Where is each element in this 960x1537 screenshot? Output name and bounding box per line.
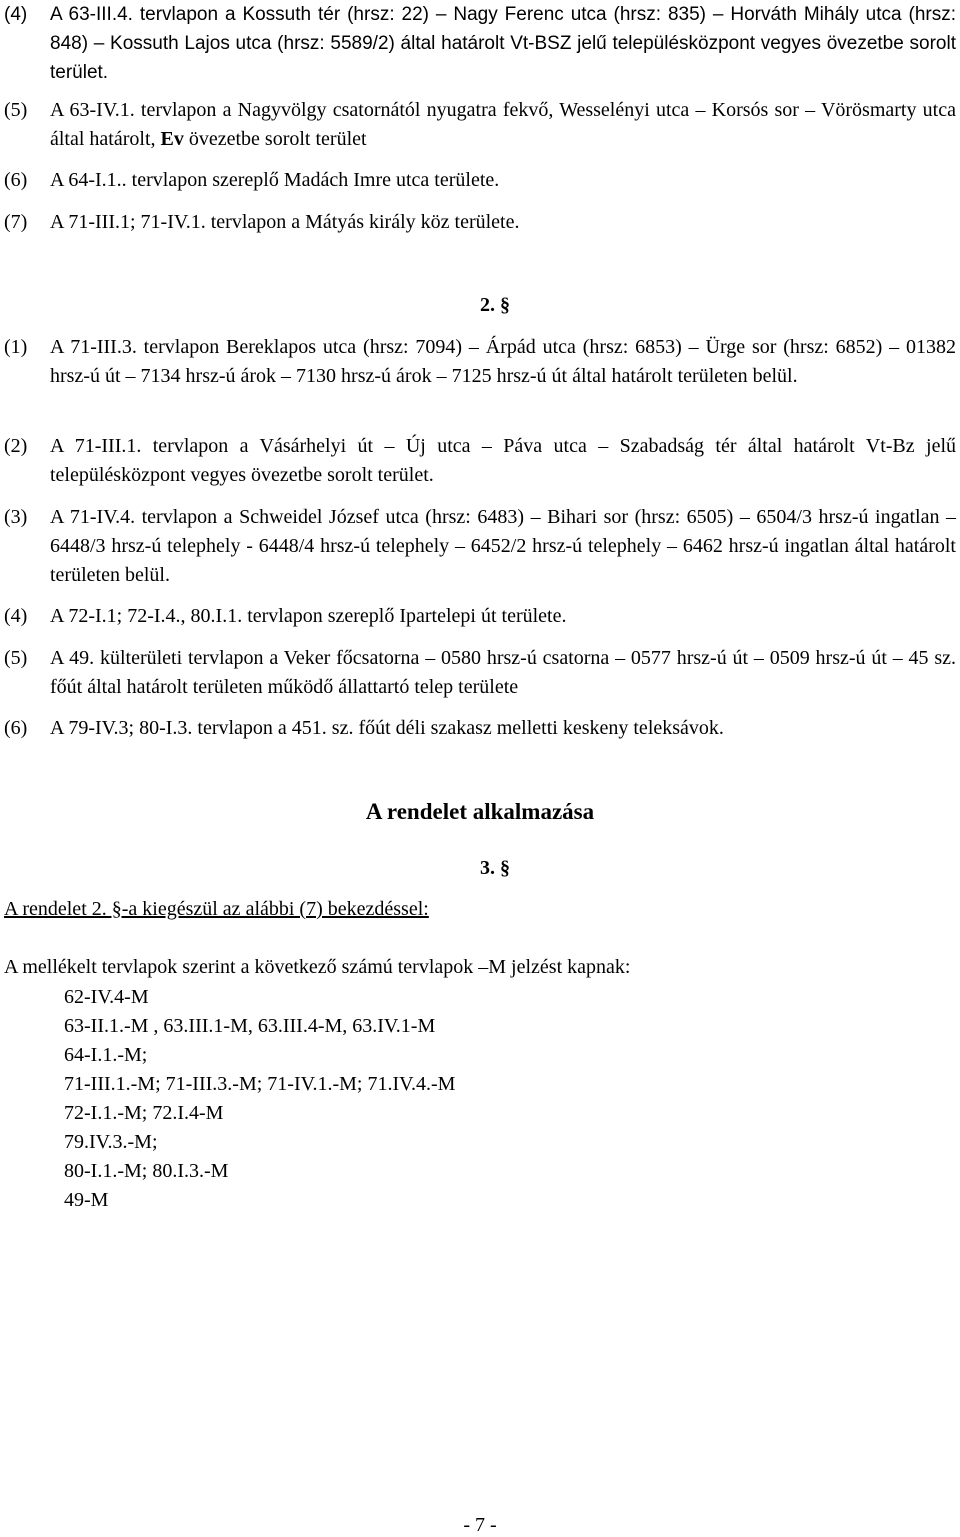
amendment-line: A rendelet 2. §-a kiegészül az alábbi (7) bekezdéssel: <box>4 898 429 920</box>
paragraph-text: A 49. külterületi tervlapon a Veker főcsatorna – 0580 hrsz-ú csatorna – 0577 hrsz-ú út – 0509 hrsz-ú út – 45 sz. főút által határolt területen működő állattartó telep területe <box>50 647 956 698</box>
paragraph-number: (6) <box>4 169 28 191</box>
list-item: 64-I.1.-M; <box>64 1044 148 1066</box>
paragraph-number: (4) <box>4 4 28 25</box>
paragraph-2-2 <box>4 432 956 490</box>
paragraph-number: (6) <box>4 717 28 739</box>
list-item: 72-I.1.-M; 72.I.4-M <box>64 1102 224 1124</box>
list-item: 79.IV.3.-M; <box>64 1131 158 1153</box>
paragraph-text: A 79-IV.3; 80-I.3. tervlapon a 451. sz. főút déli szakasz melletti keskeny teleksávok. <box>50 717 724 739</box>
paragraph-text: A 71-III.1. tervlapon a Vásárhelyi út – Új utca – Páva utca – Szabadság tér által határolt Vt-Bz jelű településközpont vegyes övezetbe sorolt terület. <box>50 435 956 486</box>
list-item: 62-IV.4-M <box>64 986 149 1008</box>
list-item: 49-M <box>64 1189 109 1211</box>
paragraph-text: A 63-III.4. tervlapon a Kossuth tér (hrsz: 22) – Nagy Ferenc utca (hrsz: 835) – Horváth Mihály utca (hrsz: 848) – Kossuth Lajos utca (hrsz: 5589/2) által határolt Vt-BSZ jelű településközpont vegyes övezetbe sorolt terület. <box>50 4 956 83</box>
paragraph-1-5 <box>4 96 956 154</box>
intro-line: A mellékelt tervlapok szerint a következő számú tervlapok –M jelzést kapnak: <box>4 956 631 978</box>
tervlap-list <box>64 983 455 1215</box>
paragraph-text-part: övezetbe sorolt terület <box>183 128 367 150</box>
paragraph-text: A 72-I.1; 72-I.4., 80.I.1. tervlapon szereplő Ipartelepi út területe. <box>50 605 567 627</box>
paragraph-number: (4) <box>4 605 28 627</box>
section-3-heading: 3. § <box>480 857 510 879</box>
paragraph-1-7 <box>4 208 956 237</box>
paragraph-number: (5) <box>4 647 28 669</box>
zone-code: Ev <box>160 128 184 150</box>
paragraph-text: A 71-III.3. tervlapon Bereklapos utca (hrsz: 7094) – Árpád utca (hrsz: 6853) – Ürge sor (hrsz: 6852) – 01382 hrsz-ú út – 7134 hrsz-ú árok – 7130 hrsz-ú árok – 7125 hrsz-ú út által határolt területen belül. <box>50 336 956 387</box>
paragraph-1-4 <box>4 0 956 87</box>
page-number: - 7 - <box>463 1514 497 1536</box>
paragraph-2-6 <box>4 714 956 743</box>
paragraph-text: A 71-IV.4. tervlapon a Schweidel József utca (hrsz: 6483) – Bihari sor (hrsz: 6505) – 6504/3 hrsz-ú ingatlan – 6448/3 hrsz-ú telephely - 6448/4 hrsz-ú telephely – 6452/2 hrsz-ú telephely – 6462 hrsz-ú ingatlan által határolt területen belül. <box>50 506 956 586</box>
paragraph-text-part: A 63-IV.1. tervlapon a Nagyvölgy csatornától nyugatra fekvő, Wesselényi utca – Korsós sor – Vörösmarty utca által határolt, <box>50 99 956 150</box>
list-item: 63-II.1.-M , 63.III.1-M, 63.III.4-M, 63.IV.1-M <box>64 1015 436 1037</box>
paragraph-1-6 <box>4 166 956 195</box>
paragraph-number: (1) <box>4 336 28 358</box>
paragraph-text: A 64-I.1.. tervlapon szereplő Madách Imre utca területe. <box>50 169 500 191</box>
paragraph-2-3 <box>4 503 956 590</box>
paragraph-number: (5) <box>4 99 28 121</box>
paragraph-number: (7) <box>4 211 28 233</box>
paragraph-2-1 <box>4 333 956 391</box>
section-2-heading: 2. § <box>480 294 510 316</box>
paragraph-number: (3) <box>4 506 28 528</box>
paragraph-text <box>50 96 956 154</box>
paragraph-2-5 <box>4 644 956 702</box>
list-item: 71-III.1.-M; 71-III.3.-M; 71-IV.1.-M; 71.IV.4.-M <box>64 1073 456 1095</box>
section-title: A rendelet alkalmazása <box>365 799 595 824</box>
list-item: 80-I.1.-M; 80.I.3.-M <box>64 1160 229 1182</box>
paragraph-text: A 71-III.1; 71-IV.1. tervlapon a Mátyás király köz területe. <box>50 211 520 233</box>
paragraph-number: (2) <box>4 435 28 457</box>
paragraph-2-4 <box>4 602 956 631</box>
